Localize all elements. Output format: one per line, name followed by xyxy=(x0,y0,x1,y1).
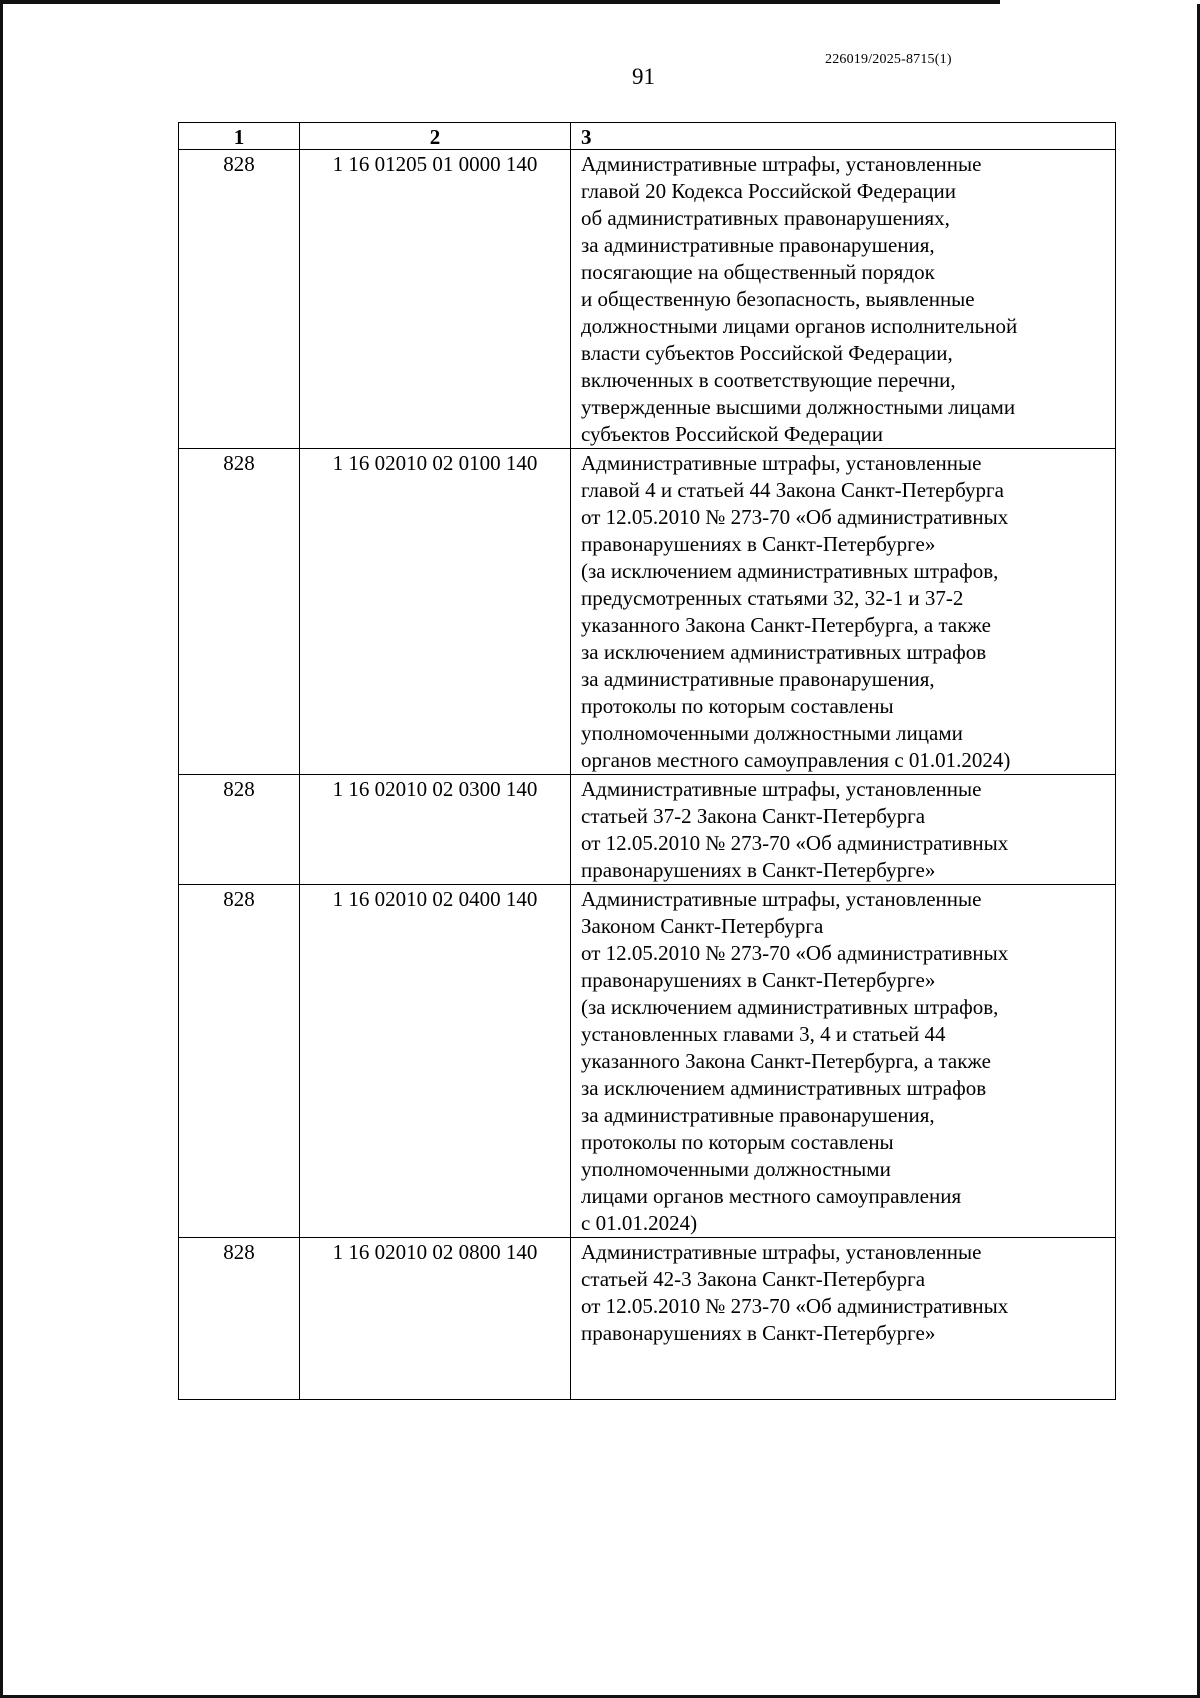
description-line: указанного Закона Санкт-Петербурга, а также xyxy=(581,1049,991,1073)
description-line: протоколы по которым составлены xyxy=(581,1130,894,1154)
description-line: уполномоченными должностными лицами xyxy=(581,721,963,745)
table-header-row xyxy=(179,123,1116,150)
table-row xyxy=(179,150,1116,449)
description-line: установленных главами 3, 4 и статьей 44 xyxy=(581,1022,946,1046)
description-line: и общественную безопасность, выявленные xyxy=(581,287,975,311)
table-row xyxy=(179,885,1116,1238)
description-cell xyxy=(571,150,1116,449)
description-line: с 01.01.2024) xyxy=(581,1211,698,1235)
description-line: правонарушениях в Санкт-Петербурге» xyxy=(581,858,936,882)
description-line: главой 4 и статьей 44 Закона Санкт-Петербурга xyxy=(581,478,1004,502)
kbk-code-cell: 1 16 02010 02 0300 140 xyxy=(300,775,571,885)
table-body xyxy=(179,150,1116,1400)
header-col-3: 3 xyxy=(571,123,1116,150)
description-line: протоколы по которым составлены xyxy=(581,694,894,718)
revenue-code-table-container xyxy=(178,122,1116,1400)
description-line: статьей 42-3 Закона Санкт-Петербурга xyxy=(581,1267,926,1291)
description-line: Административные штрафы, установленные xyxy=(581,777,982,801)
description-line: (за исключением административных штрафов, xyxy=(581,995,999,1019)
header-col-1: 1 xyxy=(179,123,300,150)
description-line: за административные правонарушения, xyxy=(581,233,935,257)
table-row xyxy=(179,775,1116,885)
description-line: от 12.05.2010 № 273-70 «Об административных xyxy=(581,831,1009,855)
description-line: об административных правонарушениях, xyxy=(581,206,950,230)
description-line: органов местного самоуправления с 01.01.2024) xyxy=(581,748,1011,772)
description-line: Административные штрафы, установленные xyxy=(581,152,982,176)
description-line: Административные штрафы, установленные xyxy=(581,1240,982,1264)
description-line: посягающие на общественный порядок xyxy=(581,260,935,284)
table-row xyxy=(179,1238,1116,1400)
admin-code-cell: 828 xyxy=(179,449,300,775)
description-line: утвержденные высшими должностными лицами xyxy=(581,395,1016,419)
table-row xyxy=(179,449,1116,775)
description-line: правонарушениях в Санкт-Петербурге» xyxy=(581,532,936,556)
description-line: (за исключением административных штрафов, xyxy=(581,559,999,583)
description-line: за административные правонарушения, xyxy=(581,667,935,691)
kbk-code-cell: 1 16 02010 02 0100 140 xyxy=(300,449,571,775)
description-cell xyxy=(571,775,1116,885)
description-line: правонарушениях в Санкт-Петербурге» xyxy=(581,1321,936,1345)
revenue-code-table xyxy=(178,122,1116,1400)
description-line: включенных в соответствующие перечни, xyxy=(581,368,956,392)
admin-code-cell: 828 xyxy=(179,150,300,449)
description-cell xyxy=(571,885,1116,1238)
description-line: за исключением административных штрафов xyxy=(581,1076,987,1100)
description-line: власти субъектов Российской Федерации, xyxy=(581,341,953,365)
description-line: главой 20 Кодекса Российской Федерации xyxy=(581,179,956,203)
admin-code-cell: 828 xyxy=(179,775,300,885)
description-line: должностными лицами органов исполнительной xyxy=(581,314,1018,338)
admin-code-cell: 828 xyxy=(179,885,300,1238)
description-line: за административные правонарушения, xyxy=(581,1103,935,1127)
scan-border-gap xyxy=(1000,0,1200,4)
description-line: лицами органов местного самоуправления xyxy=(581,1184,962,1208)
description-line: от 12.05.2010 № 273-70 «Об административных xyxy=(581,505,1009,529)
header-col-2: 2 xyxy=(300,123,571,150)
description-line: правонарушениях в Санкт-Петербурге» xyxy=(581,968,936,992)
kbk-code-cell: 1 16 02010 02 0800 140 xyxy=(300,1238,571,1400)
description-line: предусмотренных статьями 32, 32-1 и 37-2 xyxy=(581,586,964,610)
description-line: субъектов Российской Федерации xyxy=(581,422,884,446)
description-line: Административные штрафы, установленные xyxy=(581,451,982,475)
admin-code-cell: 828 xyxy=(179,1238,300,1400)
description-line: указанного Закона Санкт-Петербурга, а также xyxy=(581,613,991,637)
description-line: Административные штрафы, установленные xyxy=(581,887,982,911)
description-line: уполномоченными должностными xyxy=(581,1157,891,1181)
kbk-code-cell: 1 16 01205 01 0000 140 xyxy=(300,150,571,449)
description-line: за исключением административных штрафов xyxy=(581,640,987,664)
kbk-code-cell: 1 16 02010 02 0400 140 xyxy=(300,885,571,1238)
description-line: от 12.05.2010 № 273-70 «Об административных xyxy=(581,941,1009,965)
document-id: 226019/2025-8715(1) xyxy=(825,52,952,67)
description-line: от 12.05.2010 № 273-70 «Об административных xyxy=(581,1294,1009,1318)
description-cell xyxy=(571,1238,1116,1400)
description-line: статьей 37-2 Закона Санкт-Петербурга xyxy=(581,804,926,828)
page-number: 91 xyxy=(632,64,655,89)
description-line: Законом Санкт-Петербурга xyxy=(581,914,824,938)
description-cell xyxy=(571,449,1116,775)
